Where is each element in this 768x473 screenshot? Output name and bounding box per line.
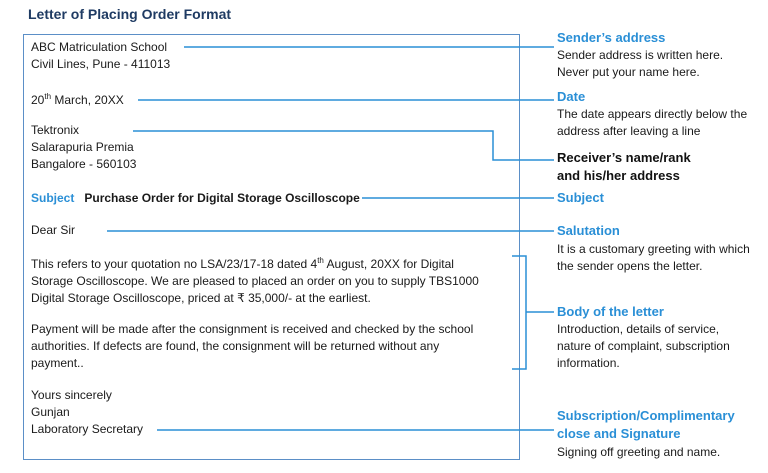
sender-heading: Sender’s address bbox=[557, 30, 666, 45]
connector-receiver bbox=[133, 131, 554, 160]
receiver-line-1: Tektronix bbox=[31, 123, 80, 137]
body-para2-line1: Payment will be made after the consignment is received and checked by the school bbox=[31, 322, 474, 336]
body-para1-line1-b: August, 20XX for Digital bbox=[323, 257, 454, 271]
close-desc: Signing off greeting and name. bbox=[557, 445, 721, 459]
close-line-1: Yours sincerely bbox=[31, 388, 112, 402]
page-title: Letter of Placing Order Format bbox=[28, 6, 232, 22]
date-desc-1: The date appears directly below the bbox=[557, 107, 748, 121]
date-rest: March, 20XX bbox=[51, 93, 124, 107]
sender-desc-2: Never put your name here. bbox=[557, 65, 700, 79]
body-para1-line2: Storage Oscilloscope. We are pleased to placed an order on you to supply TBS1000 bbox=[31, 274, 479, 288]
body-para1-line1-a: This refers to your quotation no LSA/23/17-18 dated 4 bbox=[31, 257, 318, 271]
date-heading: Date bbox=[557, 89, 586, 104]
body-desc-1: Introduction, details of service, bbox=[557, 322, 720, 336]
close-heading-1: Subscription/Complimentary bbox=[557, 408, 735, 423]
body-para2-line2: authorities. If defects are found, the consignment will be returned without any bbox=[31, 339, 440, 353]
receiver-line-2: Salarapuria Premia bbox=[31, 140, 134, 154]
sender-line-1: ABC Matriculation School bbox=[31, 40, 168, 54]
body-date-suffix: th bbox=[317, 256, 324, 265]
subject-label: Subject bbox=[31, 191, 75, 205]
receiver-line-3: Bangalore - 560103 bbox=[31, 157, 137, 171]
body-bracket bbox=[512, 256, 526, 369]
close-heading-2: close and Signature bbox=[557, 426, 681, 441]
date-day: 20 bbox=[31, 93, 45, 107]
receiver-heading-1: Receiver’s name/rank bbox=[557, 150, 691, 165]
body-para2-line3: payment.. bbox=[31, 356, 84, 370]
body-heading: Body of the letter bbox=[557, 304, 664, 319]
subject-text: Purchase Order for Digital Storage Oscilloscope bbox=[84, 191, 360, 205]
salutation-heading: Salutation bbox=[557, 223, 620, 238]
date-suffix: th bbox=[44, 92, 52, 101]
salutation-text: Dear Sir bbox=[31, 223, 76, 237]
body-para1-line3: Digital Storage Oscilloscope, priced at ₹ 35,000/- at the earliest. bbox=[31, 291, 371, 305]
body-desc-2: nature of complaint, subscription bbox=[557, 339, 730, 353]
sender-line-2: Civil Lines, Pune - 411013 bbox=[31, 57, 171, 71]
subject-heading: Subject bbox=[557, 190, 604, 205]
sender-desc-1: Sender address is written here. bbox=[557, 48, 724, 62]
salutation-desc-2: the sender opens the letter. bbox=[557, 259, 703, 273]
salutation-desc-1: It is a customary greeting with which bbox=[557, 242, 750, 256]
body-desc-3: information. bbox=[557, 356, 620, 370]
date-desc-2: address after leaving a line bbox=[557, 124, 701, 138]
close-line-2: Gunjan bbox=[31, 405, 70, 419]
close-line-3: Laboratory Secretary bbox=[31, 422, 144, 436]
receiver-heading-2: and his/her address bbox=[557, 168, 680, 183]
